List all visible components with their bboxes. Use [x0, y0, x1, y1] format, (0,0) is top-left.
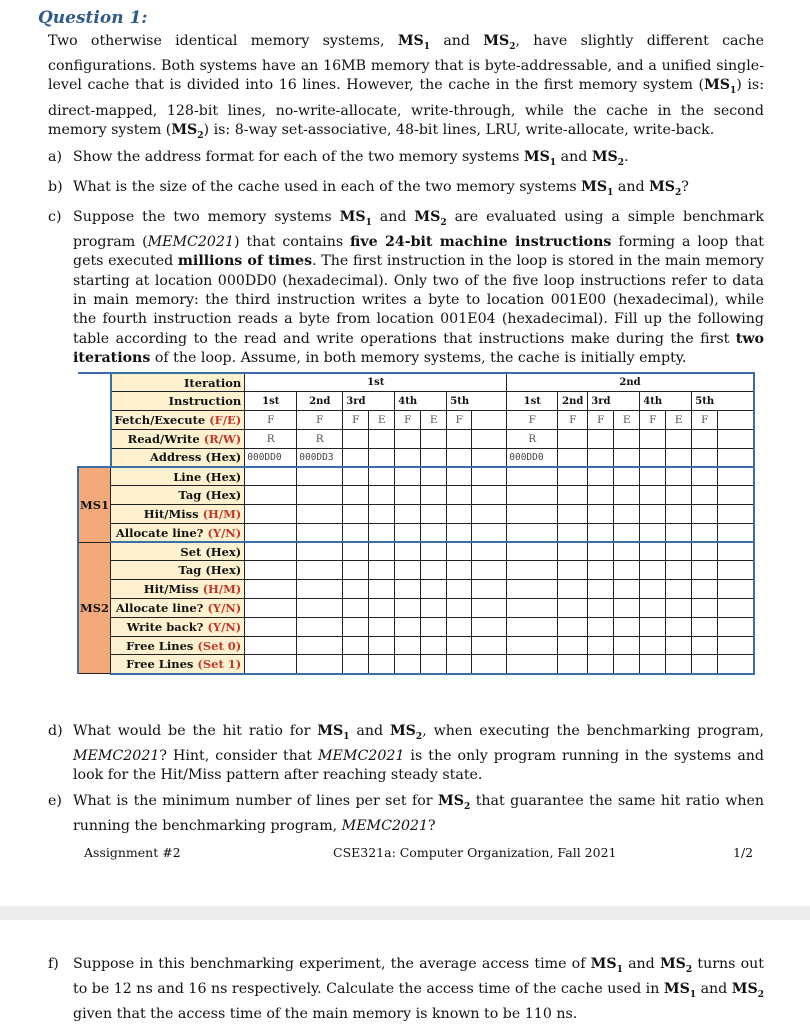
row-code: (F/E)	[209, 412, 242, 427]
cell-F: F	[558, 411, 588, 430]
item-text: and	[622, 956, 660, 972]
ms2-row-label	[111, 636, 245, 655]
row-code: (H/M)	[202, 506, 242, 521]
ms2-ref: MS	[171, 121, 198, 138]
cache-trace-table	[77, 372, 755, 675]
row-code: (Set 0)	[197, 638, 242, 653]
ms1-ref: MS	[339, 209, 366, 225]
cell-F: F	[588, 411, 614, 430]
item-text: ?	[681, 179, 689, 195]
item-emphasis: five 24-bit machine instructions	[350, 234, 612, 251]
ms2-row-label	[111, 580, 245, 599]
read-write-header	[111, 429, 245, 448]
ms1-sub: 1	[365, 217, 372, 228]
ms1-sub: 1	[616, 964, 623, 975]
row-label: Fetch/Execute	[114, 412, 206, 427]
ms1-sub: 1	[730, 86, 737, 97]
item-text: Show the address format for each of the two memory systems	[73, 149, 524, 165]
row-code: (H/M)	[202, 582, 242, 597]
address-header: Address (Hex)	[111, 448, 245, 467]
item-text: .	[624, 149, 629, 165]
item-text: Suppose the two memory systems	[73, 209, 340, 225]
intro-text: ) is: 8-way set-associative, 48-bit lines, LRU, write-allocate, write-back.	[203, 121, 715, 138]
item-text: What is the minimum number of lines per set for	[73, 793, 439, 809]
ms1-row-label: Line (Hex)	[111, 467, 245, 486]
row-code: (Y/N)	[207, 525, 242, 540]
instr-ord: 1st	[507, 392, 558, 411]
cell-E: E	[369, 411, 395, 430]
item-text: given that the access time of the main memory is known to be 110 ns.	[73, 1006, 578, 1023]
instruction-header: Instruction	[111, 392, 245, 411]
ms1-ref: MS	[523, 149, 550, 165]
program-name: MEMC2021	[147, 234, 235, 251]
intro-text: ) is: direct-mapped, 128-bit lines, no-write-allocate, write-through, while the cache in the second memory system (	[48, 77, 764, 138]
cell-E: E	[666, 411, 692, 430]
item-text: and	[613, 179, 650, 195]
ms2-row-label	[111, 655, 245, 674]
ms2-ref: MS	[483, 33, 510, 49]
ms1-ref: MS	[704, 77, 731, 94]
row-code: (Y/N)	[207, 619, 242, 634]
item-text: forming a loop that gets executed	[73, 234, 765, 270]
ms2-sub: 2	[464, 801, 471, 812]
item-e-text	[73, 792, 764, 836]
intro-paragraph	[48, 32, 764, 146]
item-text: are evaluated using a simple benchmark program (	[73, 209, 764, 251]
item-text: and	[371, 209, 415, 225]
item-text: turns out to be 12 ns and 16 ns respectively. Calculate the access time of the cache used in	[73, 956, 764, 998]
item-text: ) that contains	[234, 234, 351, 251]
instr-ord: 5th	[447, 392, 507, 411]
ms1-ref: MS	[317, 723, 344, 739]
ms2-row-label	[111, 617, 245, 636]
item-label: c)	[48, 209, 62, 225]
ms2-sub: 2	[757, 989, 764, 1000]
ms2-label: MS2	[78, 542, 111, 674]
row-code: (Set 1)	[197, 657, 242, 672]
cell-R: R	[297, 429, 343, 448]
row-label: Write back?	[126, 619, 204, 634]
item-text: and	[556, 149, 592, 165]
ms2-sub: 2	[197, 130, 204, 141]
ms2-ref: MS	[414, 209, 441, 225]
ms1-row-label: Tag (Hex)	[111, 486, 245, 505]
ms1-ref: MS	[663, 981, 690, 998]
instr-ord: 3rd	[343, 392, 395, 411]
instr-ord: 2nd	[297, 392, 343, 411]
instr-ord: 5th	[692, 392, 754, 411]
ms2-ref: MS	[649, 179, 676, 195]
ms1-sub: 1	[423, 41, 431, 52]
item-text: is the only program running in the systems and look for the Hit/Miss pattern after reaching steady state.	[73, 748, 764, 784]
item-d-text	[73, 722, 764, 786]
item-label: a)	[48, 149, 62, 165]
cell-address: 000DD0	[245, 448, 297, 467]
row-label: Free Lines	[126, 638, 194, 653]
ms2-ref: MS	[389, 723, 416, 739]
iteration-2-header: 2nd	[507, 373, 754, 392]
row-label: Allocate line?	[115, 525, 204, 540]
ms2-ref: MS	[591, 149, 618, 165]
footer-page-number: 1/2	[733, 845, 754, 860]
cell-R: R	[507, 429, 558, 448]
program-name: MEMC2021	[73, 748, 160, 765]
row-label: Allocate line?	[115, 600, 204, 615]
intro-text: , have slightly different cache configurations. Both systems have an 16MB memory that is byte-addressable, and a unified single-level cache that is divided into 16 lines. However, the cache in the first memory system (	[48, 33, 764, 94]
item-label: d)	[48, 723, 63, 739]
cell-F: F	[507, 411, 558, 430]
ms2-ref: MS	[731, 981, 758, 998]
ms2-sub: 2	[675, 187, 682, 198]
ms1-label: MS1	[78, 467, 111, 542]
cell-address: 000DD3	[297, 448, 343, 467]
item-emphasis: two iterations	[73, 330, 764, 366]
ms2-sub: 2	[685, 964, 693, 975]
ms1-row-label	[111, 505, 245, 524]
item-text: of the loop. Assume, in both memory systems, the cache is initially empty.	[150, 349, 687, 366]
question-title: Question 1:	[38, 8, 148, 28]
item-text: ? Hint, consider that	[159, 748, 319, 765]
instr-ord: 3rd	[588, 392, 640, 411]
cell-F: F	[640, 411, 666, 430]
ms1-ref: MS	[590, 956, 617, 972]
iteration-header: Iteration	[111, 373, 245, 392]
item-text: Suppose in this benchmarking experiment, the average access time of	[73, 956, 591, 972]
item-text: and	[696, 981, 732, 998]
ms1-sub: 1	[689, 989, 697, 1000]
page-separator	[0, 906, 810, 920]
row-code: (Y/N)	[207, 600, 242, 615]
footer-center: CSE321a: Computer Organization, Fall 2021	[333, 845, 617, 860]
item-label: b)	[48, 179, 63, 195]
cell-address: 000DD0	[507, 448, 558, 467]
row-label: Free Lines	[126, 657, 194, 672]
item-c-text	[73, 208, 764, 368]
ms1-ref: MS	[397, 33, 424, 49]
ms1-sub: 1	[607, 187, 614, 198]
cell-F: F	[395, 411, 421, 430]
item-label: f)	[48, 956, 59, 972]
ms2-ref: MS	[438, 793, 464, 809]
instr-ord: 4th	[640, 392, 692, 411]
cell-F: F	[692, 411, 718, 430]
ms2-ref: MS	[659, 956, 686, 972]
ms2-row-label	[111, 599, 245, 618]
item-text: ?	[428, 818, 436, 835]
item-emphasis: millions of times	[177, 253, 313, 270]
ms2-row-label: Tag (Hex)	[111, 561, 245, 580]
item-text: What is the size of the cache used in each of the two memory systems	[73, 179, 582, 195]
item-text: and	[349, 723, 390, 739]
item-label: e)	[48, 793, 62, 809]
item-text: . The first instruction in the loop is stored in the main memory starting at location 000DD0 (hexadecimal). Only two of the five loop instructions refer to data in main memory: the third instruction writes a byte to location 001E00 (hexadecimal), while the fourth instruction reads a byte from location 001E04 (hexadecimal). Fill up the following table according to the read and write operations that instructions make during the first	[73, 253, 764, 347]
ms1-row-label	[111, 523, 245, 542]
fetch-execute-header	[111, 411, 245, 430]
instr-ord: 4th	[395, 392, 447, 411]
cell-F: F	[297, 411, 343, 430]
intro-text: and	[430, 33, 484, 49]
ms1-ref: MS	[581, 179, 608, 195]
row-label: Read/Write	[127, 431, 200, 446]
item-text: , when executing the benchmarking program,	[422, 723, 764, 739]
footer-left: Assignment #2	[84, 845, 181, 860]
ms2-sub: 2	[509, 41, 516, 52]
ms1-sub: 1	[343, 731, 350, 742]
row-label: Hit/Miss	[143, 582, 199, 597]
cell-F: F	[447, 411, 472, 430]
ms1-sub: 1	[549, 157, 557, 168]
item-text: What would be the hit ratio for	[73, 723, 318, 739]
ms2-row-label: Set (Hex)	[111, 542, 245, 561]
program-name: MEMC2021	[318, 748, 405, 765]
cache-trace-table-wrapper	[77, 372, 755, 675]
ms2-sub: 2	[440, 217, 447, 228]
item-f-text	[73, 955, 764, 1025]
iteration-1-header: 1st	[245, 373, 507, 392]
cell-E: E	[614, 411, 640, 430]
ms2-sub: 2	[617, 157, 625, 168]
instr-ord: 2nd	[558, 392, 588, 411]
intro-text: Two otherwise identical memory systems,	[48, 33, 398, 49]
ms2-sub: 2	[415, 731, 423, 742]
cell-F: F	[343, 411, 369, 430]
cell-R: R	[245, 429, 297, 448]
cell-E: E	[421, 411, 447, 430]
instr-ord: 1st	[245, 392, 297, 411]
row-code: (R/W)	[203, 431, 242, 446]
item-text: that guarantee the same hit ratio when running the benchmarking program,	[73, 793, 765, 835]
cell-F: F	[245, 411, 297, 430]
program-name: MEMC2021	[341, 818, 429, 835]
row-label: Hit/Miss	[143, 506, 199, 521]
